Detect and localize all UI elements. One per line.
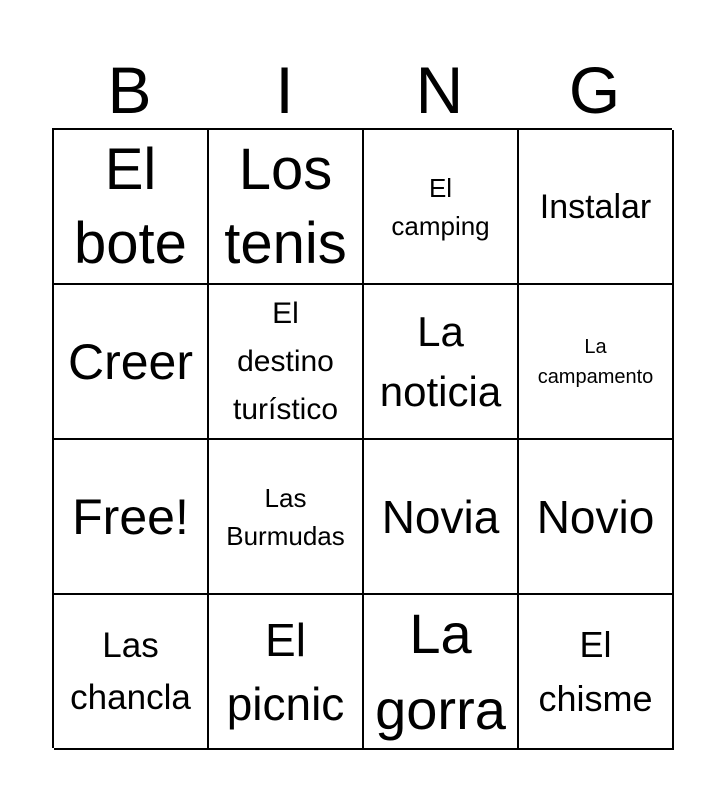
cell-text: Instalar	[539, 187, 652, 226]
bingo-cell[interactable]	[209, 285, 364, 440]
bingo-cell[interactable]	[519, 130, 674, 285]
cell-text: El picnic	[226, 613, 345, 730]
bingo-cell[interactable]	[519, 285, 674, 440]
cell-text: El bote	[74, 136, 187, 276]
bingo-header	[52, 52, 672, 128]
header-letter-n: N	[415, 53, 464, 127]
cell-text: La gorra	[375, 601, 506, 741]
cell-text: Novia	[381, 490, 500, 543]
cell-text: La noticia	[379, 307, 502, 415]
cell-text: Creer	[67, 333, 194, 390]
bingo-cell[interactable]	[519, 440, 674, 595]
header-letter-i: I	[275, 53, 294, 127]
free-space-text: Free!	[72, 488, 189, 545]
header-letter-g: G	[568, 53, 621, 127]
cell-text: El destino turístico	[232, 296, 339, 426]
bingo-cell[interactable]	[54, 285, 209, 440]
bingo-cell[interactable]	[519, 595, 674, 750]
cell-text: La campamento	[537, 335, 654, 388]
cell-text: El camping	[391, 172, 490, 241]
bingo-cell[interactable]	[364, 595, 519, 750]
cell-text: El chisme	[538, 623, 653, 719]
bingo-cell-free[interactable]	[54, 440, 209, 595]
bingo-cell[interactable]	[54, 595, 209, 750]
cell-text: Las Burmudas	[226, 482, 345, 551]
bingo-cell[interactable]	[54, 130, 209, 285]
bingo-cell[interactable]	[209, 440, 364, 595]
cell-text: Novio	[536, 490, 655, 543]
cell-text: Los tenis	[224, 136, 347, 276]
bingo-board	[52, 128, 672, 748]
cell-text: Las chancla	[70, 625, 191, 717]
bingo-cell[interactable]	[364, 440, 519, 595]
bingo-cell[interactable]	[364, 285, 519, 440]
bingo-cell[interactable]	[364, 130, 519, 285]
header-letter-b: B	[107, 53, 152, 127]
bingo-cell[interactable]	[209, 595, 364, 750]
bingo-cell[interactable]	[209, 130, 364, 285]
